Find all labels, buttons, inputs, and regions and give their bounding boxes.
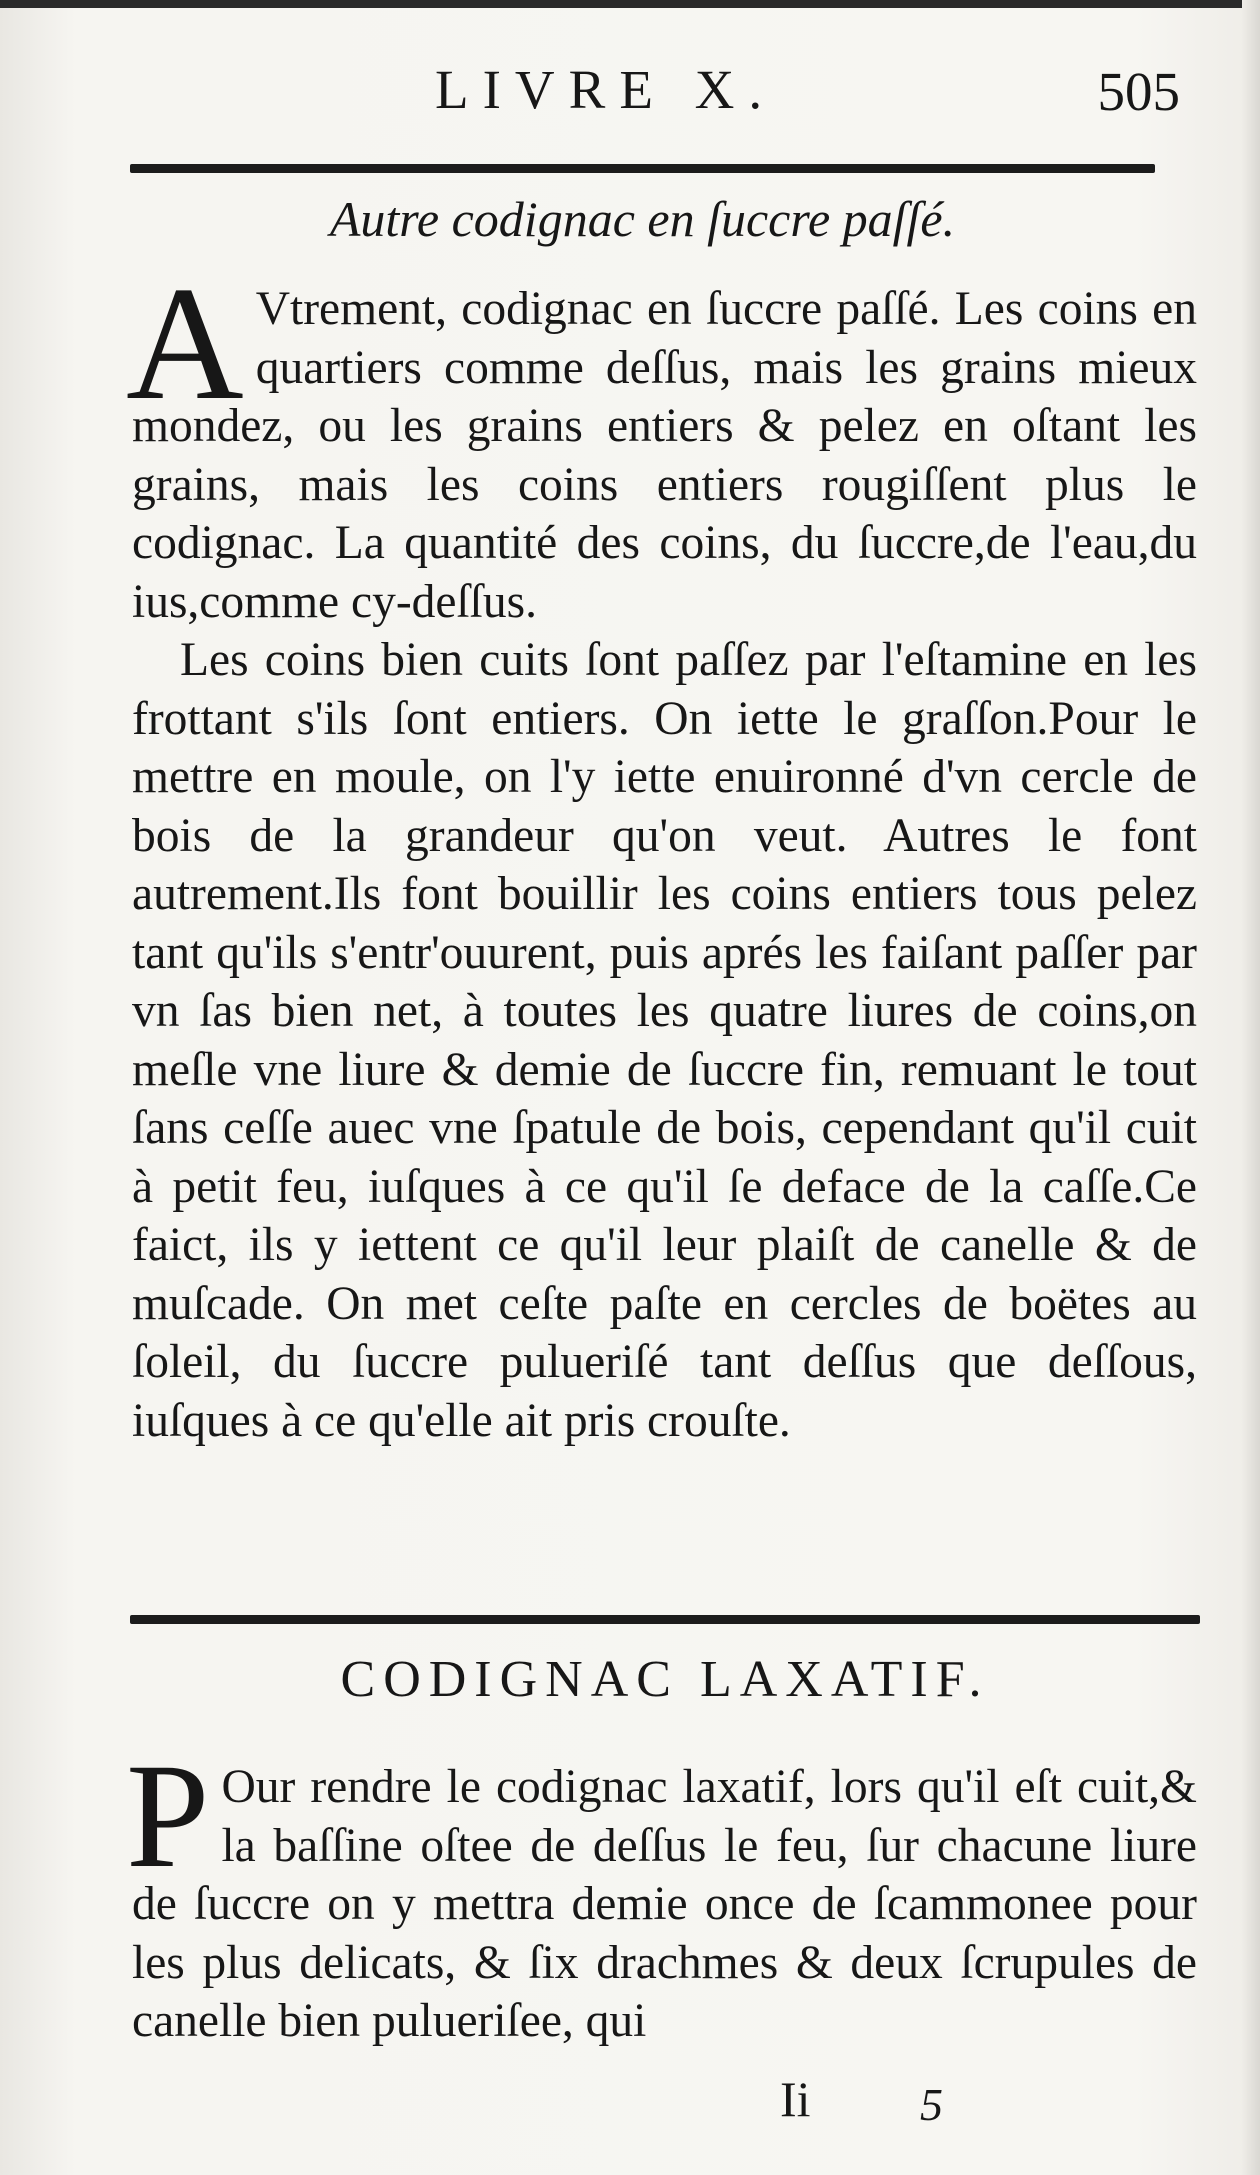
section-divider-rule (130, 1615, 1200, 1624)
paragraph-1 (126, 254, 1197, 631)
header-rule (130, 164, 1155, 173)
paragraph-2: Les coins bien cuits ſont paſſez par l'eſtamine en les frottant s'ils ſont entiers. On iette le graſſon.Pour le mettre en moule, on l'y iette enuironné d'vn cercle de bois de la grandeur qu'on veut. Autres le font autrement.Ils font bouillir les coins entiers tous pelez tant qu'ils s'entr'ouurent, puis aprés les faiſant paſſer par vn ſas bien net, à toutes les quatre liures de coins,on meſle vne liure & demie de ſuccre fin, remuant le tout ſans ceſſe auec vne ſpatule de bois, cependant qu'il cuit à petit feu, iuſques à ce qu'il ſe deface de la caſſe.Ce faict, ils y iettent ce qu'il leur plaiſt de canelle & de muſcade. On met ceſte paſte en cercles de boëtes au ſoleil, du ſuccre pulueriſé tant deſſus que deſſous, iuſques à ce qu'elle ait pris crouſte. (132, 634, 1197, 1447)
section-title: CODIGNAC LAXATIF. (340, 1651, 990, 1708)
paragraph-3 (126, 1733, 1197, 2051)
page-header (150, 52, 1200, 122)
scan-right-edge (1242, 0, 1260, 2175)
signature-mark: Ii (780, 2071, 811, 2127)
page-number: 505 (1097, 61, 1180, 122)
paragraph-3-text: Our rendre le codignac laxatif, lors qu'il eſt cuit,& la baſſine oſtee de deſſus le feu, ſur chacune liure de ſuccre on y mettra demie once de ſcammonee pour les plus delicats, & ſix drachmes & deux ſcrupules de canelle bien pulueriſee, qui (132, 1761, 1197, 2047)
section1-body (126, 254, 1197, 1450)
scan-top-edge (0, 0, 1260, 8)
paragraph-1-text: Vtrement, codignac en ſuccre paſſé. Les coins en quartiers comme deſſus, mais les grains mieux mondez, ou les grains entiers & pelez en oſtant les grains, mais les coins entiers rougiſſent plus le codignac. La quantité des coins, du ſuccre,de l'eau,du ius,comme cy-deſſus. (132, 283, 1197, 628)
section-subtitle: Autre codignac en ſuccre paſſé. (329, 191, 956, 247)
drop-cap-p: P (126, 1733, 210, 1899)
handwritten-mark: 5 (920, 2079, 943, 2130)
running-title: LIVRE X. (435, 59, 777, 120)
drop-cap-a: A (126, 254, 244, 434)
section2-body (126, 1733, 1197, 2051)
